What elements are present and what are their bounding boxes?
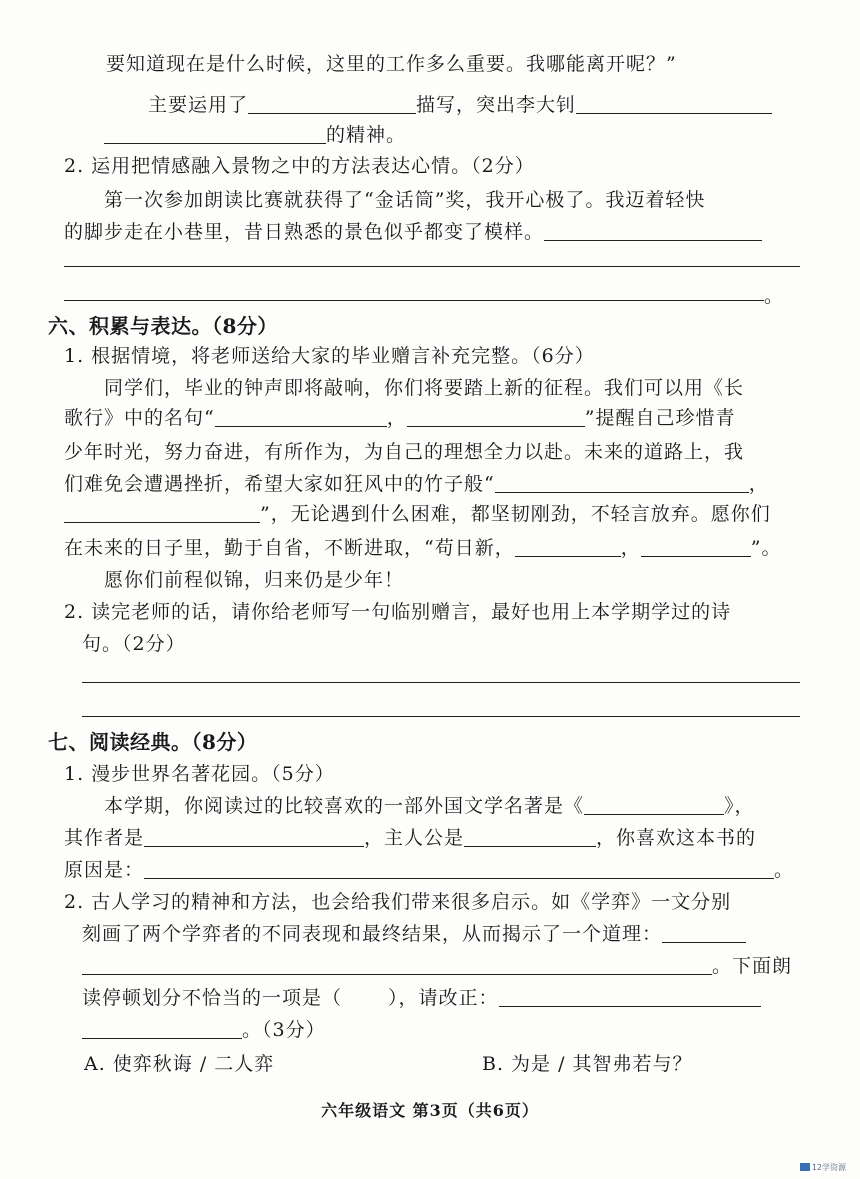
answer-blank[interactable]	[641, 536, 751, 557]
passage-line: 少年时光，努力奋进，有所作为，为自己的理想全力以赴。未来的道路上，我	[64, 441, 745, 463]
passage-line	[64, 534, 781, 562]
question-1: 1. 根据情境，将老师送给大家的毕业赠言补充完整。（6分）	[64, 345, 595, 367]
text: 描写，突出李大钊	[416, 94, 577, 116]
page-footer: 六年级语文 第3页（共6页）	[321, 1101, 539, 1120]
answer-line[interactable]	[82, 682, 800, 683]
question-2-cont	[82, 984, 761, 1012]
text: ”。	[750, 537, 782, 559]
text: 》，	[724, 795, 755, 817]
question-2-cont	[82, 920, 746, 948]
section-7-title: 七、阅读经典。（8分）	[48, 730, 258, 754]
quote-line: 要知道现在是什么时候，这里的工作多么重要。我哪能离开呢？”	[106, 53, 677, 75]
answer-blank[interactable]	[495, 472, 749, 493]
watermark	[800, 1162, 846, 1173]
text: ”提醒自己珍惜青	[584, 407, 736, 429]
answer-line[interactable]	[64, 300, 764, 301]
answer-blank[interactable]	[464, 826, 596, 847]
answer-blank[interactable]	[82, 1018, 242, 1039]
passage-line	[104, 792, 755, 820]
text: 其作者是	[64, 827, 145, 849]
option-b: B. 为是 / 其智弗若与？	[482, 1053, 693, 1075]
option-a: A. 使弈秋诲 / 二人弈	[84, 1053, 275, 1075]
answer-blank[interactable]	[64, 502, 260, 523]
answer-blank[interactable]	[82, 954, 712, 975]
answer-blank[interactable]	[144, 826, 364, 847]
question-2-cont: 句。（2分）	[82, 633, 186, 655]
text: ，	[620, 537, 641, 559]
passage-line	[64, 218, 762, 246]
question-2-cont	[82, 1016, 326, 1044]
text: ），请改正：	[388, 987, 499, 1009]
answer-blank[interactable]	[104, 123, 326, 144]
passage-line: 愿你们前程似锦，归来仍是少年！	[104, 569, 405, 591]
answer-blank[interactable]	[248, 93, 416, 114]
text: ，主人公是	[364, 827, 465, 849]
answer-blank[interactable]	[515, 536, 621, 557]
fill-line-spirit	[104, 121, 406, 149]
text: 。下面朗	[712, 955, 793, 977]
question-2: 2. 运用把情感融入景物之中的方法表达心情。（2分）	[64, 155, 535, 177]
answer-blank[interactable]	[407, 406, 585, 427]
answer-blank[interactable]	[544, 220, 762, 241]
fill-line-technique	[148, 91, 772, 119]
answer-line[interactable]	[64, 266, 800, 267]
watermark-text: 12学资源	[811, 1163, 846, 1172]
passage-line	[64, 500, 771, 528]
text: 原因是：	[64, 859, 145, 881]
section-6-title: 六、积累与表达。（8分）	[48, 314, 278, 338]
answer-blank[interactable]	[215, 406, 387, 427]
text: ”，无论遇到什么困难，都坚韧刚劲，不轻言放弃。愿你们	[260, 503, 771, 525]
text: ，你喜欢这本书的	[596, 827, 757, 849]
passage-line	[64, 856, 794, 884]
passage-line	[64, 824, 756, 852]
text: 。	[774, 859, 795, 881]
watermark-logo-icon	[800, 1163, 810, 1171]
answer-blank[interactable]	[144, 858, 774, 879]
answer-line[interactable]	[82, 716, 800, 717]
answer-blank[interactable]	[584, 794, 724, 815]
passage-line: 同学们，毕业的钟声即将敲响，你们将要踏上新的征程。我们可以用《长	[104, 377, 745, 399]
answer-blank[interactable]	[662, 922, 746, 943]
answer-blank[interactable]	[576, 93, 772, 114]
passage-line	[64, 404, 735, 432]
question-2: 2. 读完老师的话，请你给老师写一句临别赠言，最好也用上本学期学过的诗	[64, 601, 732, 623]
question-2-cont	[82, 952, 792, 980]
text: 的脚步走在小巷里，昔日熟悉的景色似乎都变了模样。	[64, 221, 545, 243]
text: 歌行》中的名句“	[64, 407, 215, 429]
answer-blank[interactable]	[499, 986, 761, 1007]
text: 主要运用了	[148, 94, 249, 116]
text: ，	[386, 407, 407, 429]
text: 。（3分）	[242, 1019, 326, 1041]
text: 读停顿划分不恰当的一项是（	[82, 987, 343, 1009]
passage-line: 第一次参加朗读比赛就获得了“金话筒”奖，我开心极了。我迈着轻快	[104, 189, 706, 211]
question-1: 1. 漫步世界名著花园。（5分）	[64, 763, 335, 785]
text: 本学期，你阅读过的比较喜欢的一部外国文学名著是《	[104, 795, 585, 817]
text: 刻画了两个学弈者的不同表现和最终结果，从而揭示了一个道理：	[82, 923, 663, 945]
question-2: 2. 古人学习的精神和方法，也会给我们带来很多启示。如《学弈》一文分别	[64, 891, 732, 913]
passage-line	[64, 470, 769, 498]
text: 在未来的日子里，勤于自省，不断进取，“苟日新，	[64, 537, 515, 559]
text: 们难免会遭遇挫折，希望大家如狂风中的竹子般“	[64, 473, 495, 495]
text: ，	[748, 473, 769, 495]
period: 。	[764, 285, 785, 307]
text: 的精神。	[326, 124, 407, 146]
